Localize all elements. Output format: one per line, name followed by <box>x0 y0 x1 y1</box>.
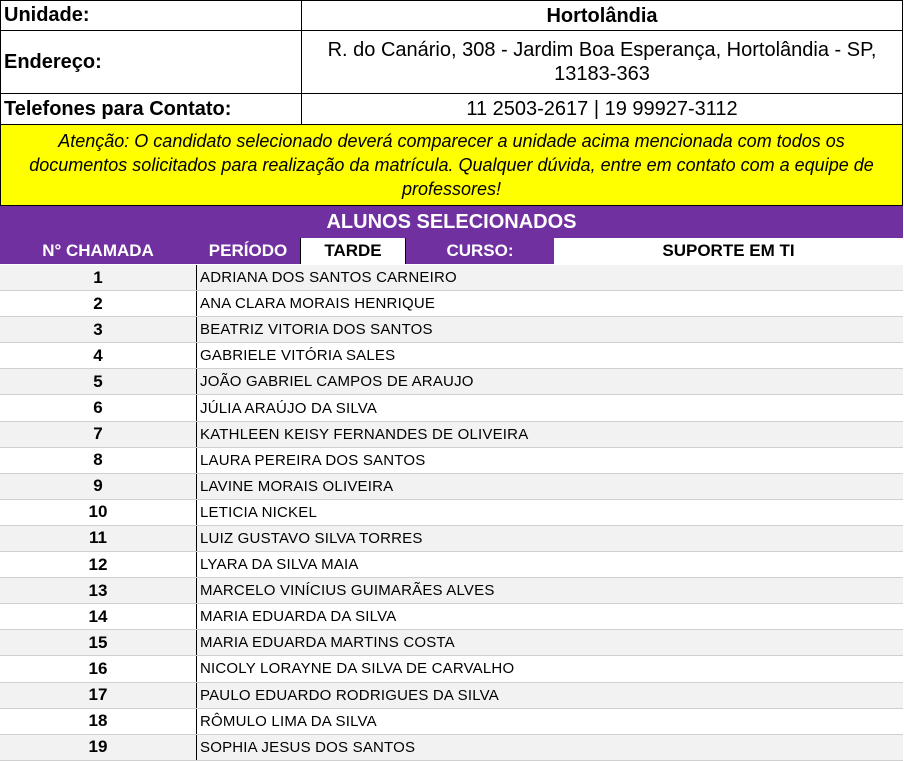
table-row <box>0 291 903 317</box>
unidade-label: Unidade: <box>1 1 302 30</box>
student-name: LAVINE MORAIS OLIVEIRA <box>196 474 903 499</box>
table-row <box>0 343 903 369</box>
chamada-number: 12 <box>88 554 108 574</box>
table-row <box>0 500 903 526</box>
telefones-row <box>0 94 903 125</box>
periodo-value: TARDE <box>300 238 406 264</box>
periodo-header: PERÍODO <box>196 238 300 264</box>
student-name: GABRIELE VITÓRIA SALES <box>196 343 903 368</box>
table-row <box>0 735 903 761</box>
chamada-number: 11 <box>89 528 107 548</box>
telefones-label: Telefones para Contato: <box>1 94 302 124</box>
table-header <box>0 238 903 266</box>
table-row <box>0 317 903 343</box>
chamada-number: 13 <box>88 580 108 600</box>
student-name: LYARA DA SILVA MAIA <box>196 552 903 577</box>
table-row <box>0 422 903 448</box>
endereco-label: Endereço: <box>1 31 302 93</box>
endereco-value: R. do Canário, 308 - Jardim Boa Esperança, Hortolândia - SP, 13183-363 <box>327 39 877 85</box>
chamada-number: 7 <box>93 424 103 444</box>
student-name: JÚLIA ARAÚJO DA SILVA <box>196 395 903 420</box>
table-row <box>0 526 903 552</box>
chamada-header: N° CHAMADA <box>0 238 196 264</box>
table-row <box>0 552 903 578</box>
chamada-number: 18 <box>88 711 108 731</box>
student-name: LETICIA NICKEL <box>196 500 903 525</box>
table-row <box>0 630 903 656</box>
student-name: PAULO EDUARDO RODRIGUES DA SILVA <box>196 683 903 708</box>
student-name: MARIA EDUARDA MARTINS COSTA <box>196 630 903 655</box>
chamada-number: 17 <box>88 685 108 705</box>
chamada-number: 14 <box>88 606 108 626</box>
student-name: MARCELO VINÍCIUS GUIMARÃES ALVES <box>196 578 903 603</box>
chamada-number: 19 <box>88 737 108 757</box>
table-row <box>0 265 903 291</box>
student-name: LAURA PEREIRA DOS SANTOS <box>196 448 903 473</box>
chamada-number: 8 <box>93 450 103 470</box>
student-name: MARIA EDUARDA DA SILVA <box>196 604 903 629</box>
table-row <box>0 369 903 395</box>
curso-header: CURSO: <box>406 238 554 264</box>
student-name: BEATRIZ VITORIA DOS SANTOS <box>196 317 903 342</box>
chamada-number: 2 <box>93 293 103 313</box>
student-name: RÔMULO LIMA DA SILVA <box>196 709 903 734</box>
student-name: NICOLY LORAYNE DA SILVA DE CARVALHO <box>196 656 903 681</box>
attention-notice: Atenção: O candidato selecionado deverá comparecer a unidade acima mencionada com todos os documentos solicitados para realização da matrícula. Qualquer dúvida, entre em contato com a equipe de professores! <box>0 125 903 206</box>
table-row <box>0 474 903 500</box>
chamada-number: 5 <box>93 371 103 391</box>
unidade-value: Hortolândia <box>546 4 658 27</box>
table-row <box>0 395 903 421</box>
chamada-number: 1 <box>93 267 103 287</box>
telefones-value: 11 2503-2617 | 19 99927-3112 <box>466 98 738 120</box>
student-name: KATHLEEN KEISY FERNANDES DE OLIVEIRA <box>196 422 903 447</box>
student-name: ADRIANA DOS SANTOS CARNEIRO <box>196 265 903 290</box>
table-row <box>0 683 903 709</box>
selected-students-title: ALUNOS SELECIONADOS <box>0 206 903 238</box>
table-row <box>0 709 903 735</box>
chamada-number: 3 <box>93 319 103 339</box>
chamada-number: 4 <box>93 345 103 365</box>
student-name: JOÃO GABRIEL CAMPOS DE ARAUJO <box>196 369 903 394</box>
curso-value: SUPORTE EM TI <box>554 238 903 264</box>
endereco-row <box>0 31 903 94</box>
student-list <box>0 265 903 761</box>
chamada-number: 15 <box>88 632 108 652</box>
chamada-number: 10 <box>88 502 108 522</box>
student-name: LUIZ GUSTAVO SILVA TORRES <box>196 526 903 551</box>
table-row <box>0 578 903 604</box>
chamada-number: 6 <box>93 398 103 418</box>
table-row <box>0 448 903 474</box>
chamada-number: 16 <box>88 658 108 678</box>
chamada-number: 9 <box>93 476 103 496</box>
table-row <box>0 604 903 630</box>
unidade-row <box>0 0 903 31</box>
student-name: SOPHIA JESUS DOS SANTOS <box>196 735 903 760</box>
table-row <box>0 656 903 682</box>
student-name: ANA CLARA MORAIS HENRIQUE <box>196 291 903 316</box>
